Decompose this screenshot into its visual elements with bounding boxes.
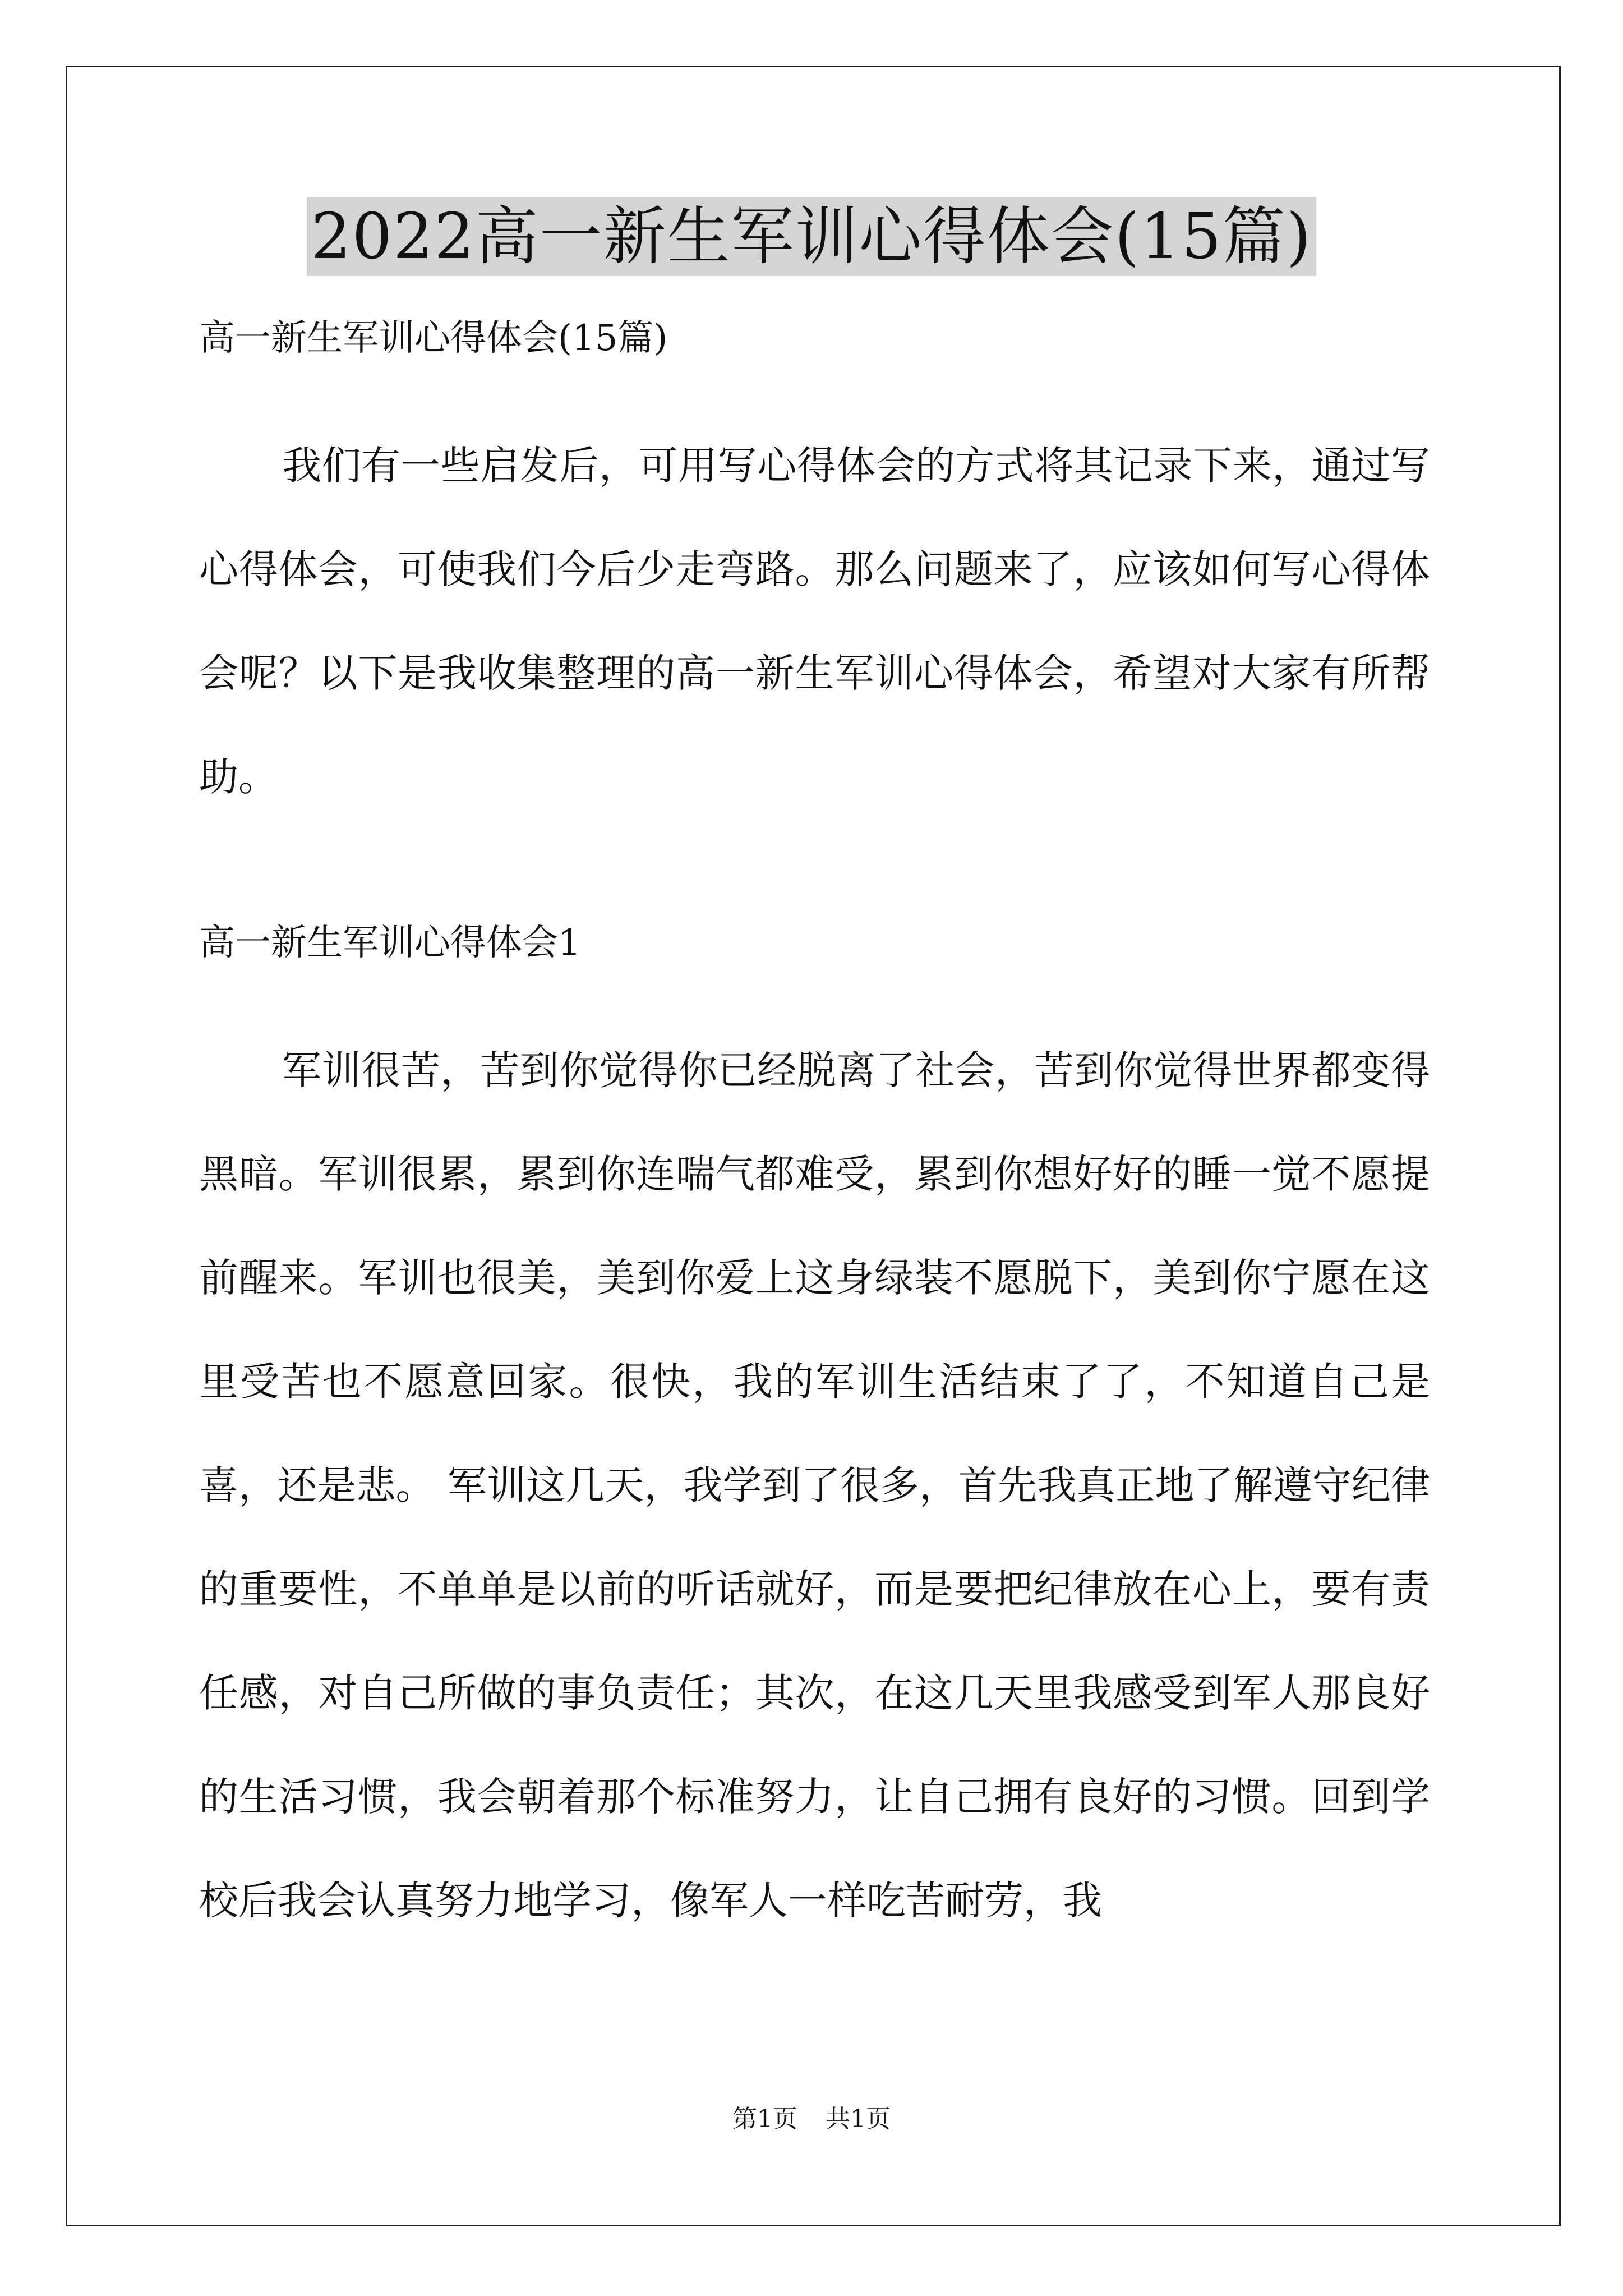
section-heading: 高一新生军训心得体会1 — [199, 922, 581, 964]
intro-paragraph: 我们有一些启发后，可用写心得体会的方式将其记录下来，通过写心得体会，可使我们今后少走弯路。那么问题来了，应该如何写心得体会呢？以下是我收集整理的高一新生军训心得体会，希望对大家有所帮助。 — [199, 443, 1430, 800]
paragraph-spacer — [199, 829, 1430, 916]
document-title: 2022高一新生军训心得体会(15篇) — [307, 197, 1317, 276]
page-number: 第1页 — [732, 2105, 797, 2133]
page-total: 共1页 — [826, 2105, 891, 2133]
section-paragraph: 军训很苦，苦到你觉得你已经脱离了社会，苦到你觉得世界都变得黑暗。军训很累，累到你连喘气都难受，累到你想好好的睡一觉不愿提前醒来。军训也很美，美到你爱上这身绿装不愿脱下，美到你宁愿在这里受苦也不愿意回家。很快，我的军训生活结束了了，不知道自己是喜，还是悲。 军训这几天，我学到了很多，首先我真正地了解遵守纪律的重要性，不单单是以前的听话就好，而是要把纪律放在心上，要有责任感，对自己所做的事负责任；其次，在这几天里我感受到军人那良好的生活习惯，我会朝着那个标准努力，让自己拥有良好的习惯。回到学校后我会认真努力地学习，像军人一样吃苦耐劳，我 — [199, 1047, 1430, 1924]
document-subtitle: 高一新生军训心得体会(15篇) — [199, 318, 668, 359]
title-container — [0, 197, 1623, 276]
document-body — [199, 311, 1430, 1953]
page-footer — [0, 2102, 1623, 2136]
